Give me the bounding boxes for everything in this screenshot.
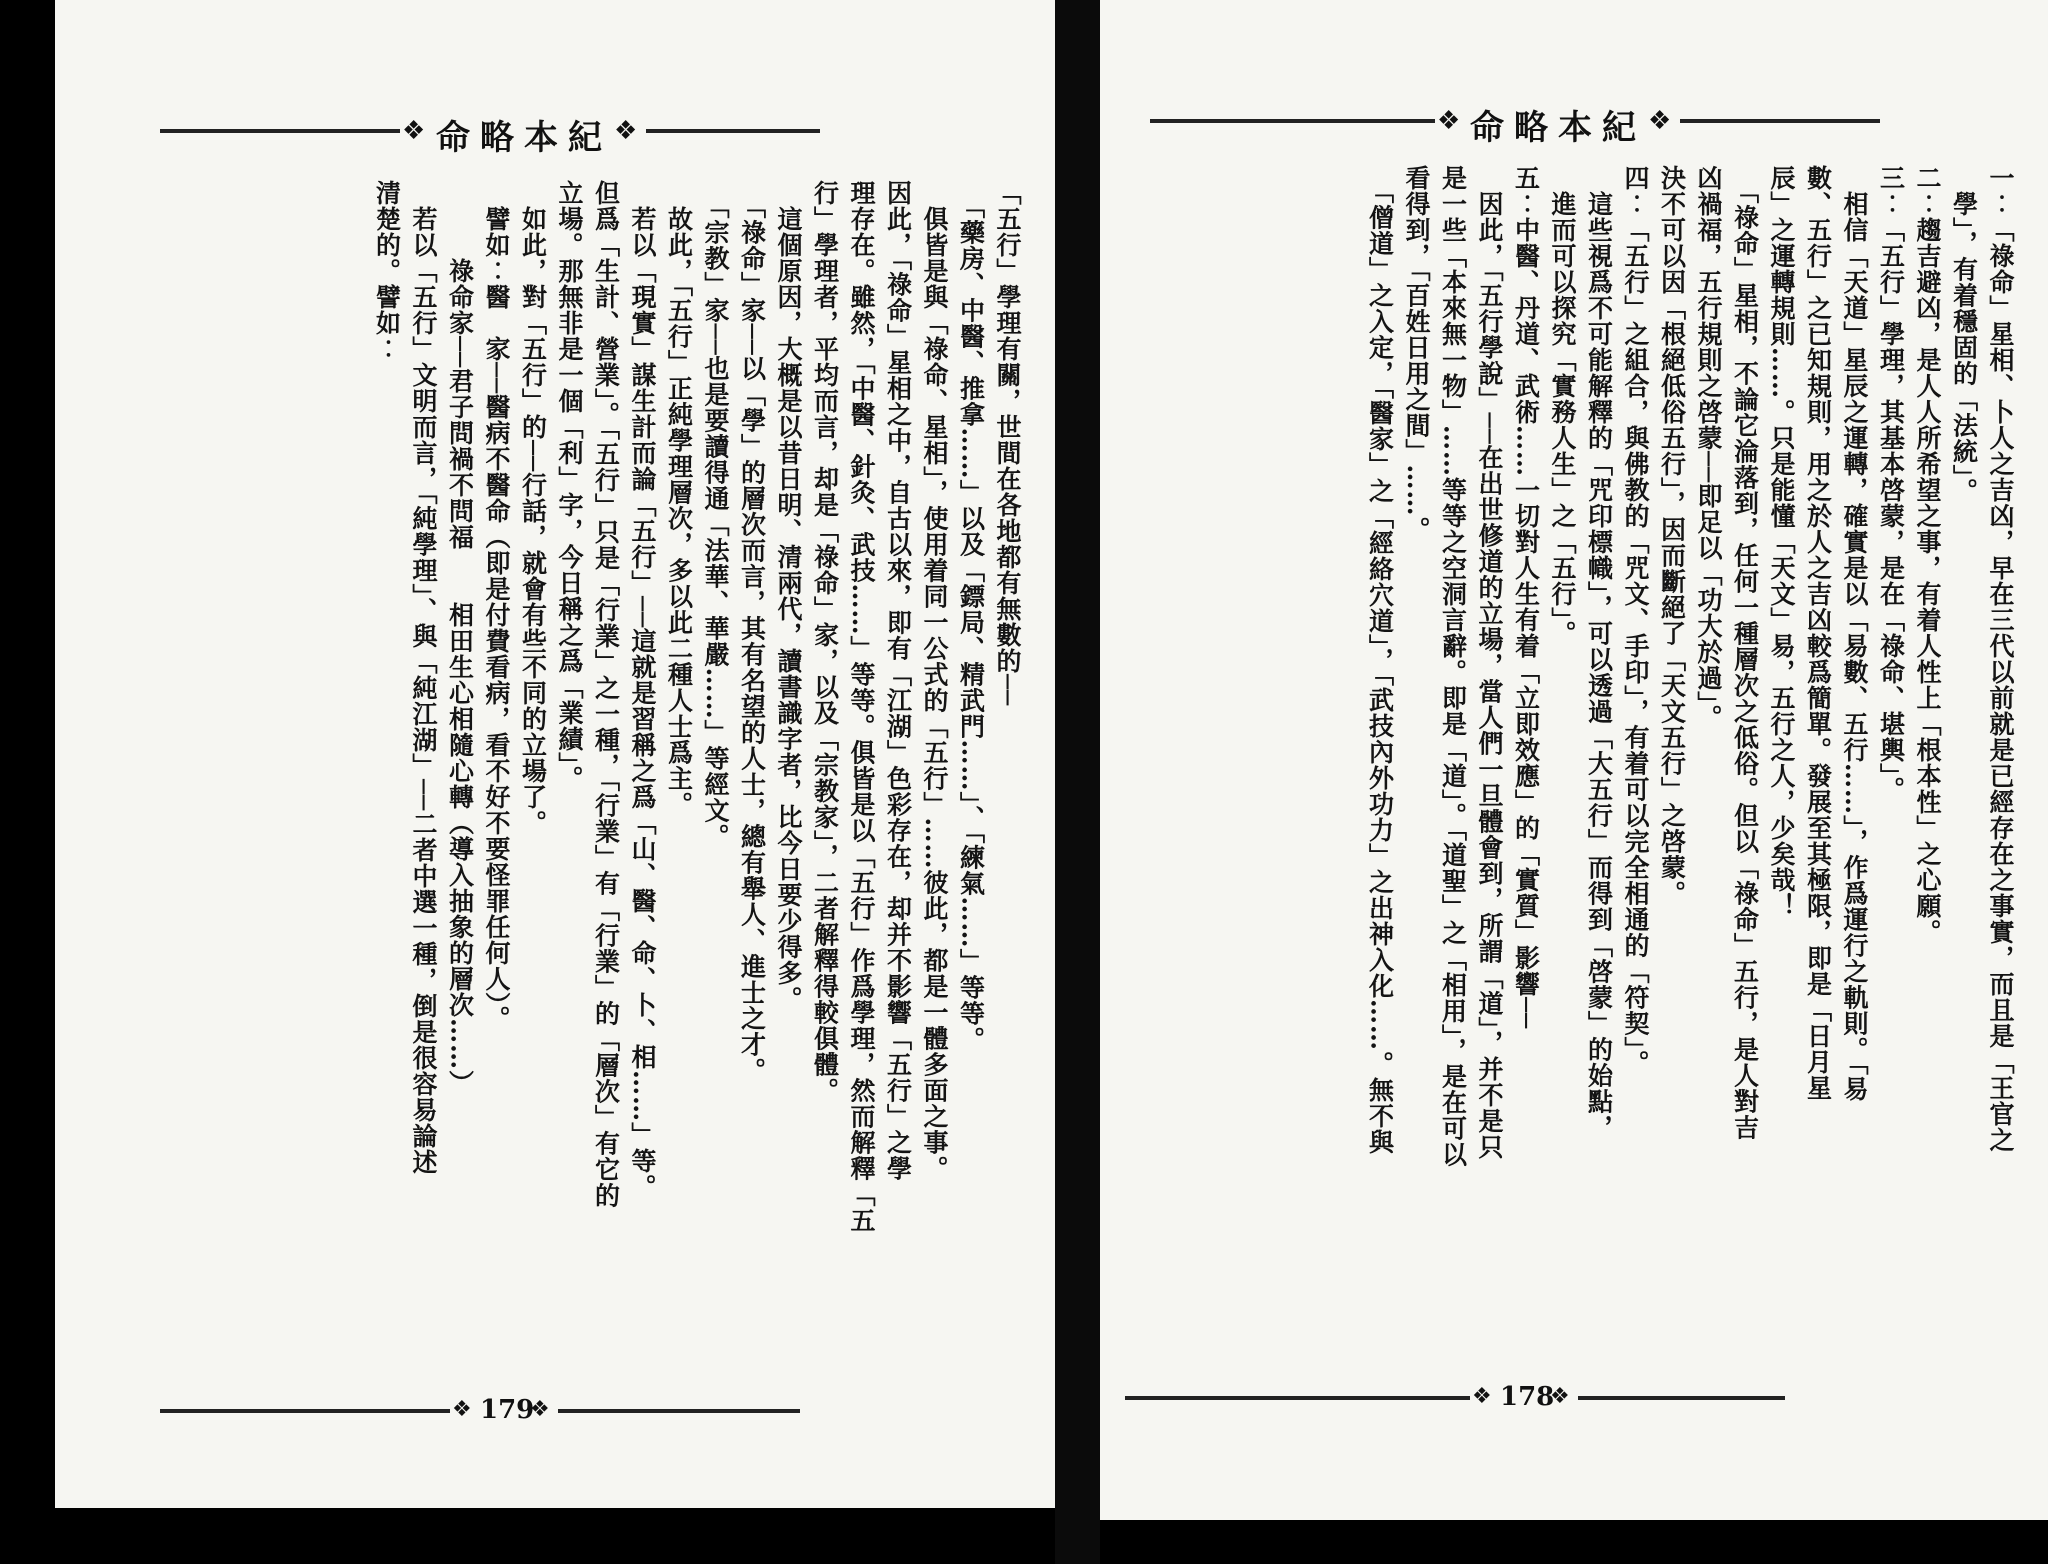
text-column: 五︰中醫、丹道、武術……一切對人生有着「立即效應」的「實質」影響── (1511, 165, 1541, 1030)
text-column: 進而可以探究「實務人生」之「五行」。 (1548, 165, 1577, 647)
header-rule (646, 129, 820, 133)
text-column: 「祿命」星相，不論它淪落到，任何一種層次之低俗。但以「祿命」五行，是人對吉 (1730, 165, 1760, 1141)
book-spine (1055, 0, 1100, 1564)
ornament-icon: ❖ (1648, 106, 1672, 136)
ornament-icon: ❖ (452, 1397, 472, 1422)
text-column: 三︰「五行」學理，其基本啓蒙，是在「祿命、堪輿」。 (1876, 165, 1906, 803)
text-column: 因此，「祿命」星相之中，自古以來，即有「江湖」色彩存在，却并不影響「五行」之學 (883, 180, 913, 1182)
left-page-header (160, 110, 820, 158)
text-column: 因此，「五行學說」──在出世修道的立場，當人們一旦體會到，所謂「道」，并不是只 (1475, 165, 1504, 1161)
text-column: 「僧道」之入定，「醫家」之「經絡穴道」，「武技內外功力」之出神入化……。無不與 (1365, 165, 1395, 1155)
text-column: 立場。那無非是一個「利」字，今日稱之爲「業績」。 (555, 180, 584, 792)
footer-rule (1578, 1396, 1785, 1400)
left-page-footer (160, 1395, 800, 1427)
ornament-icon: ❖ (1472, 1384, 1492, 1409)
text-column: 「宗教」家──也是要讀得通「法華、華嚴……」等經文。 (701, 180, 730, 850)
text-column: 「藥房、中醫、推拿……」以及「鏢局、精武門……」、「練氣……」等等。 (956, 180, 986, 1053)
text-column: 若以「現實」謀生計而論「五行」──這就是習稱之爲「山、醫、命、卜、相……」等。 (628, 180, 657, 1201)
header-rule (160, 129, 400, 133)
text-column: 「祿命」家──以「學」的層次而言，其有名望的人士，總有舉人、進士之才。 (737, 180, 767, 1084)
running-title: 命略本紀 (436, 118, 612, 158)
right-page-footer (1125, 1382, 1785, 1414)
text-column: 理存在。雖然，「中醫、針灸、武技……」等等。俱皆是以「五行」作爲學理，然而解釋「五 (847, 180, 876, 1234)
footer-rule (160, 1409, 450, 1413)
text-column: 數、五行」之已知規則，用之於人之吉凶較爲簡單。發展至其極限，即是「日月星 (1803, 165, 1833, 1101)
text-column: 一︰「祿命」星相、卜人之吉凶，早在三代以前就是已經存在之事實，而且是「王官之 (1986, 165, 2015, 1153)
text-column: 「五行」學理有關，世間在各地都有無數的── (993, 180, 1022, 707)
text-column: 譬如︰醫 家──醫病不醫命（即是付費看病，看不好不要怪罪任何人）。 (482, 180, 511, 1032)
ornament-icon: ❖ (402, 116, 426, 146)
text-column: 相信「天道」星辰之運轉，確實是以「易數、五行……」，作爲運行之軌則。「易 (1840, 165, 1869, 1102)
text-column: 清楚的。譬如︰ (372, 180, 402, 362)
text-column: 這個原因，大概是以昔日明、清兩代，讀書識字者，比今日要少得多。 (774, 180, 803, 1012)
text-column: 是一些「本來無一物」……等等之空洞言辭。即是「道」。「道聖」之「相用」，是在可以 (1438, 165, 1468, 1168)
text-column: 決不可以因「根絕低俗五行」，因而斷絕了「天文五行」之啓蒙。 (1657, 165, 1687, 907)
header-rule (1150, 119, 1435, 123)
text-column: 俱皆是與「祿命、星相」，使用着同一公式的「五行」……彼此，都是一體多面之事。 (920, 180, 949, 1182)
text-column: 辰」之運轉規則……。只是能懂「天文」易，五行之人，少矣哉！ (1767, 165, 1796, 919)
ornament-icon: ❖ (1550, 1384, 1570, 1409)
footer-rule (1125, 1396, 1470, 1400)
page-number: 179 (480, 1395, 535, 1425)
text-column: 這些視爲不可能解釋的「咒印標幟」，可以透過「大五行」而得到「啓蒙」的始點， (1584, 165, 1614, 1141)
header-rule (1680, 119, 1880, 123)
ornament-icon: ❖ (530, 1397, 550, 1422)
right-page (1100, 0, 2048, 1520)
right-page-header (1150, 100, 1880, 148)
right-page-text (1361, 165, 2018, 1325)
text-column: 四︰「五行」之組合，與佛教的「咒文、手印」，有着可以完全相通的「符契」。 (1621, 165, 1650, 1076)
text-column: 看得到，「百姓日用之間」……。 (1402, 165, 1431, 543)
left-page (55, 0, 1055, 1508)
page-number: 178 (1500, 1382, 1555, 1412)
running-title: 命略本紀 (1470, 108, 1646, 148)
text-column: 祿命家──君子問禍不問福 相田生心相隨心轉（導入抽象的層次……） (445, 180, 475, 1097)
text-column: 如此，對「五行」的──行話，就會有些不同的立場了。 (518, 180, 548, 837)
text-column: 凶禍福，五行規則之啓蒙──即足以「功大於過」。 (1694, 165, 1723, 731)
text-column: 二︰趨吉避凶，是人人所希望之事，有着人性上「根本性」之心願。 (1913, 165, 1942, 945)
ornament-icon: ❖ (1437, 106, 1461, 136)
ornament-icon: ❖ (614, 116, 638, 146)
footer-rule (558, 1409, 800, 1413)
text-column: 行」學理者，平均而言，却是「祿命」家，以及「宗教家」，二者解釋得較俱體。 (810, 180, 840, 1104)
text-column: 若以「五行」文明而言，「純學理」、與「純江湖」──二者中選一種，倒是很容易論述 (409, 180, 438, 1176)
text-column: 學」，有着穩固的「法統」。 (1949, 165, 1979, 504)
text-column: 但爲「生計、營業」。「五行」只是「行業」之一種，「行業」有「行業」的「層次」有它的 (591, 180, 621, 1209)
text-column: 故此，「五行」正純學理層次，多以此二種人士爲主。 (664, 180, 694, 818)
left-page-text (368, 180, 1025, 1340)
